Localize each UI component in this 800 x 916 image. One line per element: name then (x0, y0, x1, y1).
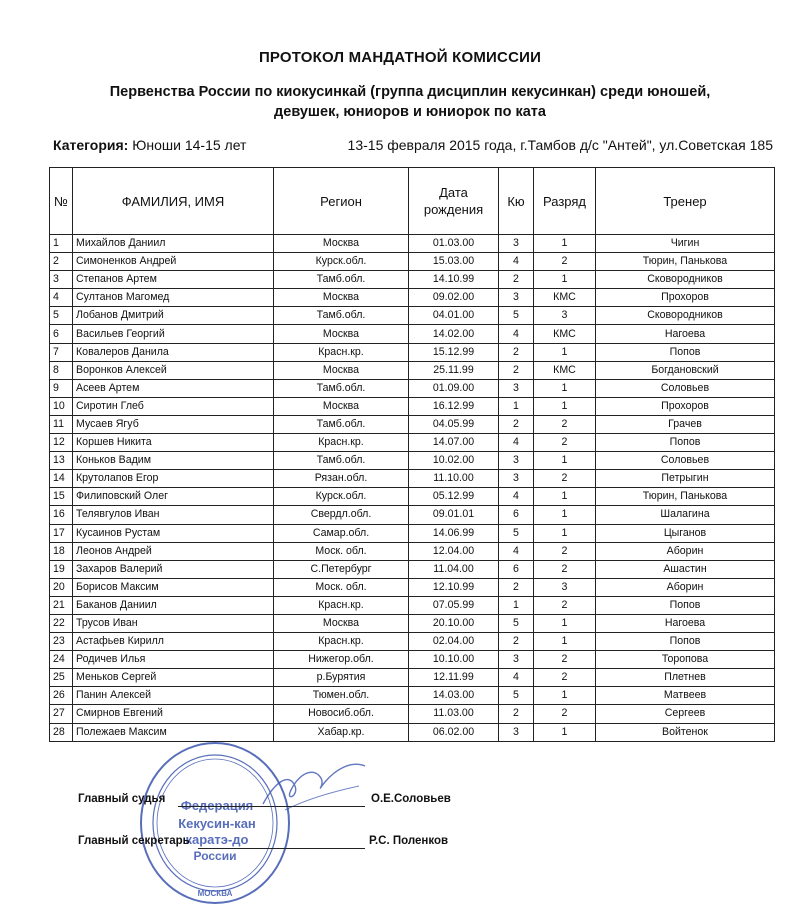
cell-birthdate: 10.10.00 (409, 651, 499, 669)
cell-birthdate: 11.03.00 (409, 705, 499, 723)
cell-kyu: 4 (499, 669, 534, 687)
cell-coach: Нагоева (596, 325, 775, 343)
cell-birthdate: 12.10.99 (409, 578, 499, 596)
cell-kyu: 2 (499, 343, 534, 361)
cell-name: Михайлов Даниил (73, 235, 274, 253)
chief-judge-label: Главный судья (78, 793, 166, 805)
cell-coach: Соловьев (596, 379, 775, 397)
col-header-coach: Тренер (596, 168, 775, 235)
cell-number: 26 (50, 687, 73, 705)
cell-kyu: 3 (499, 723, 534, 741)
cell-name: Васильев Георгий (73, 325, 274, 343)
signature-mark (255, 752, 375, 822)
table-row (50, 651, 775, 669)
table-row (50, 361, 775, 379)
cell-kyu: 3 (499, 470, 534, 488)
document-title: ПРОТОКОЛ МАНДАТНОЙ КОМИССИИ (258, 49, 542, 66)
cell-coach: Попов (596, 596, 775, 614)
table-row (50, 488, 775, 506)
cell-rank: 1 (534, 723, 596, 741)
cell-region: Москва (274, 361, 409, 379)
cell-region: Тамб.обл. (274, 415, 409, 433)
cell-number: 17 (50, 524, 73, 542)
stamp-city: МОСКВА (197, 889, 233, 898)
cell-name: Крутолапов Егор (73, 470, 274, 488)
cell-coach: Прохоров (596, 289, 775, 307)
cell-coach: Ашастин (596, 560, 775, 578)
cell-kyu: 3 (499, 289, 534, 307)
cell-birthdate: 06.02.00 (409, 723, 499, 741)
table-row (50, 578, 775, 596)
cell-region: Курск.обл. (274, 488, 409, 506)
cell-rank: 1 (534, 633, 596, 651)
cell-rank: 1 (534, 343, 596, 361)
cell-kyu: 4 (499, 325, 534, 343)
cell-region: Свердл.обл. (274, 506, 409, 524)
cell-region: Курск.обл. (274, 253, 409, 271)
cell-region: Тамб.обл. (274, 452, 409, 470)
cell-name: Степанов Артем (73, 271, 274, 289)
table-row (50, 235, 775, 253)
table-row (50, 542, 775, 560)
cell-kyu: 4 (499, 542, 534, 560)
cell-kyu: 3 (499, 379, 534, 397)
cell-region: Моск. обл. (274, 578, 409, 596)
cell-birthdate: 15.03.00 (409, 253, 499, 271)
cell-rank: 2 (534, 415, 596, 433)
cell-region: Москва (274, 614, 409, 632)
cell-kyu: 4 (499, 253, 534, 271)
table-row (50, 470, 775, 488)
table-row (50, 343, 775, 361)
cell-name: Лобанов Дмитрий (73, 307, 274, 325)
stamp-line-1: Федерация (180, 798, 254, 813)
cell-birthdate: 12.11.99 (409, 669, 499, 687)
cell-birthdate: 05.12.99 (409, 488, 499, 506)
cell-kyu: 2 (499, 361, 534, 379)
cell-rank: 2 (534, 651, 596, 669)
cell-kyu: 2 (499, 705, 534, 723)
table-row (50, 253, 775, 271)
cell-rank: КМС (534, 289, 596, 307)
table-row (50, 434, 775, 452)
cell-number: 16 (50, 506, 73, 524)
cell-birthdate: 11.04.00 (409, 560, 499, 578)
cell-rank: 1 (534, 506, 596, 524)
cell-name: Меньков Сергей (73, 669, 274, 687)
cell-number: 3 (50, 271, 73, 289)
cell-coach: Чигин (596, 235, 775, 253)
cell-coach: Петрыгин (596, 470, 775, 488)
cell-number: 14 (50, 470, 73, 488)
cell-rank: 1 (534, 235, 596, 253)
cell-birthdate: 14.10.99 (409, 271, 499, 289)
chief-secretary-signature-line (198, 848, 365, 849)
cell-kyu: 5 (499, 307, 534, 325)
cell-rank: 1 (534, 687, 596, 705)
cell-coach: Матвеев (596, 687, 775, 705)
category-row (53, 137, 773, 157)
category-label: Категория: (53, 137, 129, 153)
cell-rank: КМС (534, 325, 596, 343)
cell-number: 20 (50, 578, 73, 596)
cell-kyu: 5 (499, 614, 534, 632)
table-header-row (50, 168, 775, 235)
cell-region: Тамб.обл. (274, 271, 409, 289)
cell-number: 5 (50, 307, 73, 325)
cell-kyu: 6 (499, 560, 534, 578)
cell-coach: Прохоров (596, 397, 775, 415)
cell-birthdate: 14.07.00 (409, 434, 499, 452)
cell-number: 12 (50, 434, 73, 452)
cell-number: 13 (50, 452, 73, 470)
cell-region: Тамб.обл. (274, 307, 409, 325)
cell-rank: 3 (534, 307, 596, 325)
table-row (50, 614, 775, 632)
cell-kyu: 2 (499, 271, 534, 289)
cell-name: Асеев Артем (73, 379, 274, 397)
cell-birthdate: 02.04.00 (409, 633, 499, 651)
cell-number: 9 (50, 379, 73, 397)
cell-coach: Торопова (596, 651, 775, 669)
cell-name: Мусаев Ягуб (73, 415, 274, 433)
cell-rank: 1 (534, 379, 596, 397)
table-row (50, 325, 775, 343)
category-value: Юноши 14-15 лет (132, 137, 247, 153)
cell-region: Тюмен.обл. (274, 687, 409, 705)
cell-name: Воронков Алексей (73, 361, 274, 379)
cell-number: 11 (50, 415, 73, 433)
cell-coach: Сковородников (596, 271, 775, 289)
col-header-birthdate: Дата рождения (409, 168, 499, 235)
cell-kyu: 2 (499, 415, 534, 433)
cell-coach: Богдановский (596, 361, 775, 379)
cell-number: 6 (50, 325, 73, 343)
cell-birthdate: 14.06.99 (409, 524, 499, 542)
cell-name: Телявгулов Иван (73, 506, 274, 524)
cell-birthdate: 15.12.99 (409, 343, 499, 361)
table-row (50, 705, 775, 723)
cell-name: Астафьев Кирилл (73, 633, 274, 651)
cell-birthdate: 14.02.00 (409, 325, 499, 343)
cell-birthdate: 12.04.00 (409, 542, 499, 560)
cell-region: р.Бурятия (274, 669, 409, 687)
cell-region: Самар.обл. (274, 524, 409, 542)
table-row (50, 289, 775, 307)
cell-rank: 2 (534, 434, 596, 452)
cell-rank: 2 (534, 669, 596, 687)
cell-birthdate: 09.01.01 (409, 506, 499, 524)
cell-region: Красн.кр. (274, 343, 409, 361)
col-header-number: № (50, 168, 73, 235)
cell-region: Рязан.обл. (274, 470, 409, 488)
cell-name: Коньков Вадим (73, 452, 274, 470)
cell-number: 10 (50, 397, 73, 415)
cell-coach: Сковородников (596, 307, 775, 325)
cell-name: Борисов Максим (73, 578, 274, 596)
cell-birthdate: 01.09.00 (409, 379, 499, 397)
cell-region: Новосиб.обл. (274, 705, 409, 723)
cell-number: 27 (50, 705, 73, 723)
cell-rank: 2 (534, 560, 596, 578)
cell-number: 22 (50, 614, 73, 632)
col-header-region: Регион (274, 168, 409, 235)
cell-birthdate: 01.03.00 (409, 235, 499, 253)
cell-region: Красн.кр. (274, 633, 409, 651)
cell-rank: 1 (534, 524, 596, 542)
chief-judge-name: О.Е.Соловьев (371, 793, 451, 805)
cell-coach: Грачев (596, 415, 775, 433)
cell-name: Султанов Магомед (73, 289, 274, 307)
cell-region: Моск. обл. (274, 542, 409, 560)
cell-name: Филиповский Олег (73, 488, 274, 506)
cell-birthdate: 09.02.00 (409, 289, 499, 307)
cell-kyu: 6 (499, 506, 534, 524)
cell-birthdate: 07.05.99 (409, 596, 499, 614)
stamp-line-3: каратэ-до (185, 832, 249, 847)
cell-rank: 2 (534, 705, 596, 723)
cell-region: Нижегор.обл. (274, 651, 409, 669)
cell-coach: Соловьев (596, 452, 775, 470)
cell-region: Тамб.обл. (274, 379, 409, 397)
cell-rank: 2 (534, 253, 596, 271)
cell-number: 25 (50, 669, 73, 687)
cell-kyu: 5 (499, 524, 534, 542)
cell-number: 15 (50, 488, 73, 506)
subtitle-line-1: Первенства России по киокусинкай (группа дисциплин кекусинкан) среди юношей, (109, 84, 711, 100)
cell-name: Коршев Никита (73, 434, 274, 452)
cell-region: Хабар.кр. (274, 723, 409, 741)
cell-number: 4 (50, 289, 73, 307)
table-row (50, 560, 775, 578)
cell-rank: 3 (534, 578, 596, 596)
table-row (50, 271, 775, 289)
cell-rank: КМС (534, 361, 596, 379)
cell-rank: 1 (534, 488, 596, 506)
cell-birthdate: 04.01.00 (409, 307, 499, 325)
cell-region: Москва (274, 289, 409, 307)
cell-kyu: 4 (499, 434, 534, 452)
cell-coach: Плетнев (596, 669, 775, 687)
cell-region: Красн.кр. (274, 596, 409, 614)
cell-rank: 1 (534, 614, 596, 632)
cell-birthdate: 14.03.00 (409, 687, 499, 705)
cell-number: 8 (50, 361, 73, 379)
table-row (50, 397, 775, 415)
cell-number: 28 (50, 723, 73, 741)
cell-kyu: 2 (499, 633, 534, 651)
cell-birthdate: 25.11.99 (409, 361, 499, 379)
table-row (50, 379, 775, 397)
cell-coach: Попов (596, 434, 775, 452)
cell-name: Леонов Андрей (73, 542, 274, 560)
cell-number: 18 (50, 542, 73, 560)
cell-number: 1 (50, 235, 73, 253)
cell-name: Смирнов Евгений (73, 705, 274, 723)
cell-name: Панин Алексей (73, 687, 274, 705)
col-header-rank: Разряд (534, 168, 596, 235)
table-row (50, 687, 775, 705)
cell-name: Баканов Даниил (73, 596, 274, 614)
participants-table (49, 167, 775, 742)
cell-birthdate: 10.02.00 (409, 452, 499, 470)
cell-name: Полежаев Максим (73, 723, 274, 741)
col-header-name: ФАМИЛИЯ, ИМЯ (73, 168, 274, 235)
stamp-line-2: Кекусин-кан (178, 816, 256, 831)
cell-rank: 1 (534, 271, 596, 289)
cell-coach: Аборин (596, 578, 775, 596)
cell-number: 23 (50, 633, 73, 651)
cell-name: Кусаинов Рустам (73, 524, 274, 542)
cell-region: Москва (274, 235, 409, 253)
cell-kyu: 4 (499, 488, 534, 506)
cell-region: Красн.кр. (274, 434, 409, 452)
cell-name: Родичев Илья (73, 651, 274, 669)
cell-kyu: 3 (499, 235, 534, 253)
cell-rank: 1 (534, 397, 596, 415)
event-date-venue: 13-15 февраля 2015 года, г.Тамбов д/с "Антей", ул.Советская 185 (347, 137, 773, 153)
cell-number: 24 (50, 651, 73, 669)
cell-region: Москва (274, 325, 409, 343)
cell-rank: 2 (534, 470, 596, 488)
cell-name: Трусов Иван (73, 614, 274, 632)
cell-name: Сиротин Глеб (73, 397, 274, 415)
cell-coach: Тюрин, Панькова (596, 488, 775, 506)
table-row (50, 452, 775, 470)
cell-kyu: 3 (499, 452, 534, 470)
table-row (50, 307, 775, 325)
cell-birthdate: 20.10.00 (409, 614, 499, 632)
cell-rank: 2 (534, 542, 596, 560)
chief-secretary-name: Р.С. Поленков (369, 835, 449, 847)
cell-kyu: 1 (499, 596, 534, 614)
table-row (50, 524, 775, 542)
cell-name: Захаров Валерий (73, 560, 274, 578)
table-row (50, 415, 775, 433)
cell-coach: Тюрин, Панькова (596, 253, 775, 271)
cell-kyu: 3 (499, 651, 534, 669)
cell-birthdate: 04.05.99 (409, 415, 499, 433)
cell-coach: Попов (596, 343, 775, 361)
cell-coach: Шалагина (596, 506, 775, 524)
cell-region: Москва (274, 397, 409, 415)
cell-rank: 2 (534, 596, 596, 614)
table-row (50, 669, 775, 687)
cell-coach: Цыганов (596, 524, 775, 542)
cell-number: 21 (50, 596, 73, 614)
cell-rank: 1 (534, 452, 596, 470)
category (53, 137, 246, 153)
cell-coach: Сергеев (596, 705, 775, 723)
table-body (50, 235, 775, 742)
cell-coach: Войтенок (596, 723, 775, 741)
stamp-line-4: России (193, 849, 237, 863)
table-row (50, 596, 775, 614)
subtitle-line-2: девушек, юниоров и юниорок по ката (274, 104, 546, 120)
table-row (50, 506, 775, 524)
cell-kyu: 2 (499, 578, 534, 596)
cell-region: С.Петербург (274, 560, 409, 578)
cell-number: 2 (50, 253, 73, 271)
cell-birthdate: 11.10.00 (409, 470, 499, 488)
cell-kyu: 5 (499, 687, 534, 705)
chief-secretary-label: Главный секретарь (78, 835, 190, 847)
cell-coach: Нагоева (596, 614, 775, 632)
chief-judge-signature-line (178, 806, 365, 807)
cell-coach: Аборин (596, 542, 775, 560)
cell-number: 7 (50, 343, 73, 361)
document-subtitle (60, 82, 760, 122)
cell-birthdate: 16.12.99 (409, 397, 499, 415)
cell-number: 19 (50, 560, 73, 578)
cell-name: Ковалеров Данила (73, 343, 274, 361)
col-header-kyu: Кю (499, 168, 534, 235)
cell-kyu: 1 (499, 397, 534, 415)
cell-coach: Попов (596, 633, 775, 651)
cell-name: Симоненков Андрей (73, 253, 274, 271)
table-row (50, 633, 775, 651)
